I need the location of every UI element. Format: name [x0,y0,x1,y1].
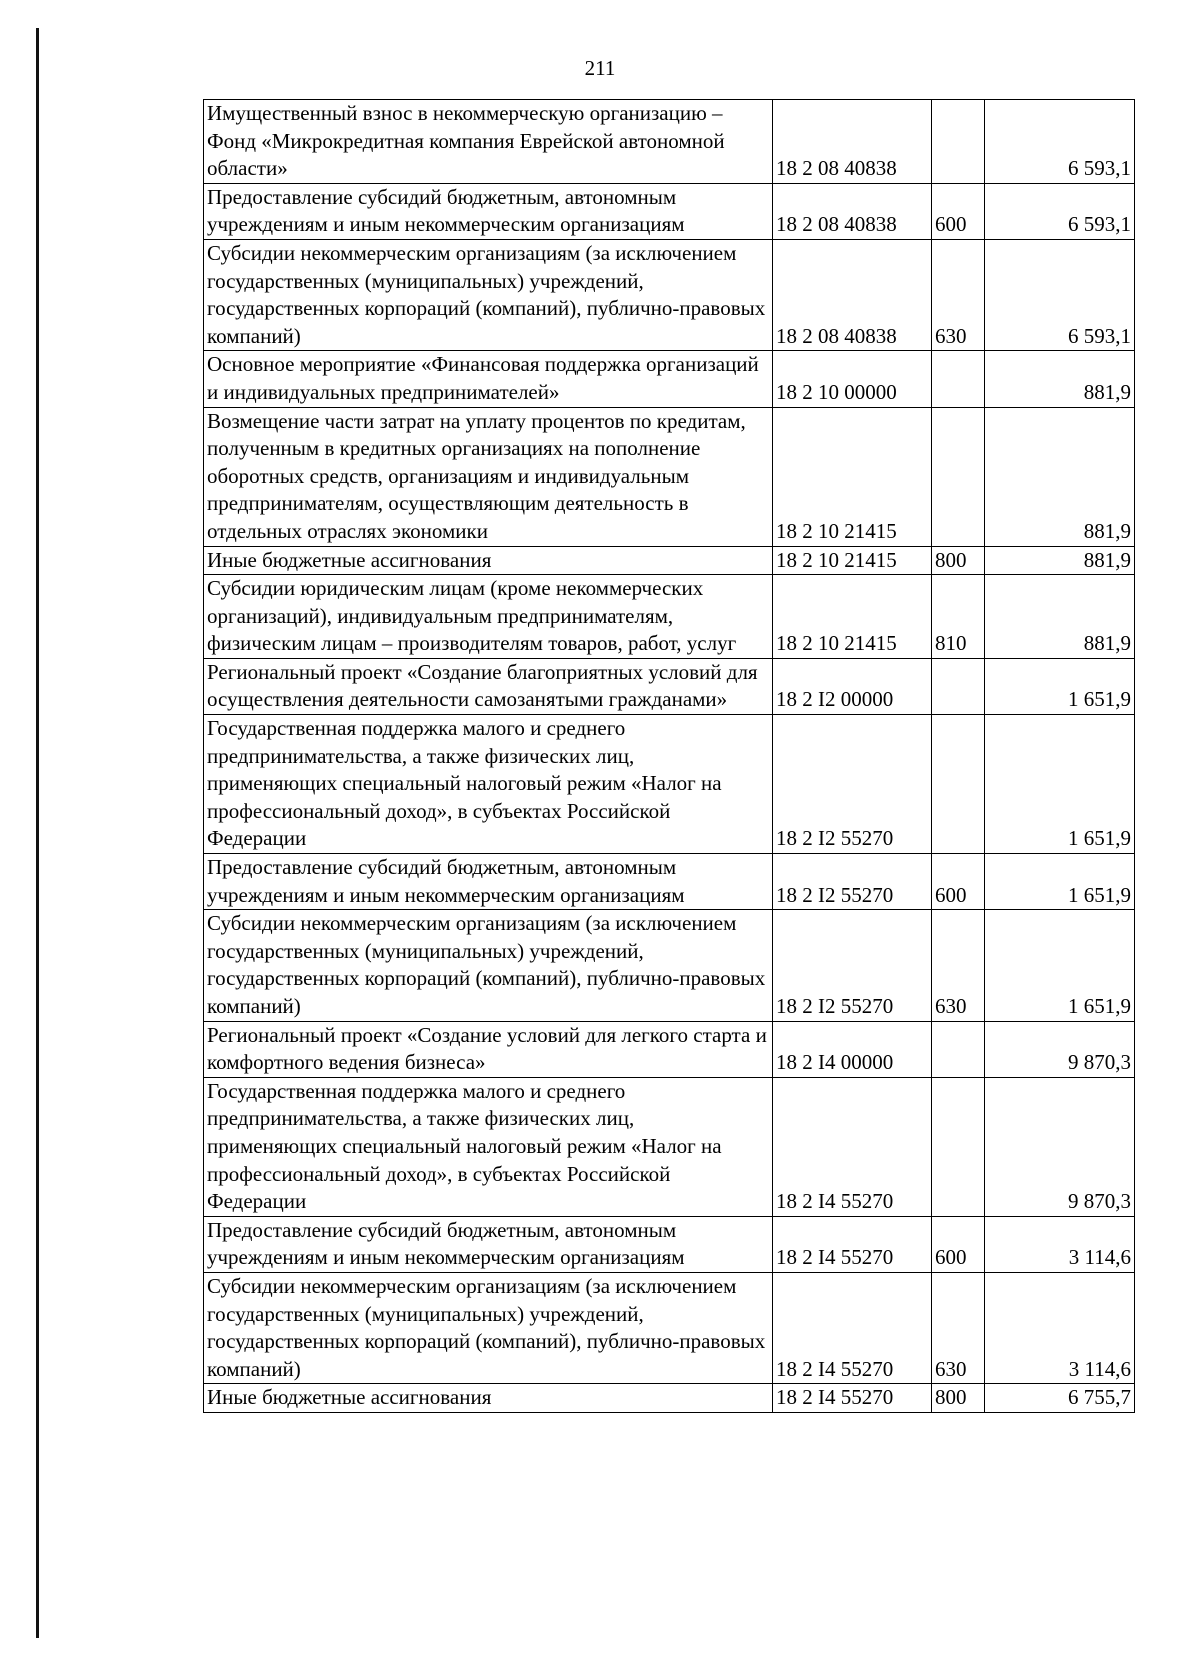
budget-table-body [204,100,1135,1413]
row-target-code: 18 2 I2 55270 [773,854,932,910]
row-description: Субсидии некоммерческим организациям (за исключением государственных (муниципальных) учреждений, государственных корпораций (компаний), публично-правовых компаний) [204,1272,773,1383]
row-expense-type: 600 [932,854,985,910]
row-target-code: 18 2 I4 55270 [773,1272,932,1383]
row-description: Региональный проект «Создание благоприятных условий для осуществления деятельности самозанятыми гражданами» [204,658,773,714]
row-amount: 1 651,9 [985,854,1135,910]
row-amount: 881,9 [985,407,1135,546]
page-number: 211 [584,56,616,80]
table-row [204,1216,1135,1272]
row-amount: 881,9 [985,546,1135,575]
scan-edge-line [36,28,39,1638]
row-description: Региональный проект «Создание условий для легкого старта и комфортного ведения бизнеса» [204,1021,773,1077]
row-expense-type: 800 [932,546,985,575]
row-target-code: 18 2 10 21415 [773,546,932,575]
table-row [204,546,1135,575]
row-expense-type [932,658,985,714]
table-row [204,575,1135,659]
row-expense-type: 600 [932,183,985,239]
row-target-code: 18 2 I4 55270 [773,1216,932,1272]
row-amount: 6 593,1 [985,239,1135,350]
row-amount: 3 114,6 [985,1272,1135,1383]
row-expense-type [932,1021,985,1077]
row-description: Иные бюджетные ассигнования [204,546,773,575]
row-expense-type: 630 [932,239,985,350]
row-description: Основное мероприятие «Финансовая поддержка организаций и индивидуальных предпринимателей» [204,351,773,407]
row-amount: 1 651,9 [985,910,1135,1021]
row-amount: 3 114,6 [985,1216,1135,1272]
table-row [204,658,1135,714]
row-description: Предоставление субсидий бюджетным, автономным учреждениям и иным некоммерческим организациям [204,1216,773,1272]
row-amount: 881,9 [985,351,1135,407]
row-description: Имущественный взнос в некоммерческую организацию – Фонд «Микрокредитная компания Еврейской автономной области» [204,100,773,184]
row-expense-type [932,715,985,854]
table-row [204,351,1135,407]
row-expense-type [932,100,985,184]
table-row [204,239,1135,350]
row-amount: 6 755,7 [985,1384,1135,1413]
row-amount: 9 870,3 [985,1021,1135,1077]
row-amount: 6 593,1 [985,100,1135,184]
table-row [204,715,1135,854]
row-target-code: 18 2 10 00000 [773,351,932,407]
row-description: Субсидии некоммерческим организациям (за исключением государственных (муниципальных) учреждений, государственных корпораций (компаний), публично-правовых компаний) [204,910,773,1021]
row-expense-type [932,407,985,546]
row-target-code: 18 2 10 21415 [773,407,932,546]
table-row [204,100,1135,184]
table-row [204,1384,1135,1413]
row-description: Субсидии юридическим лицам (кроме некоммерческих организаций), индивидуальным предпринимателям, физическим лицам – производителям товаров, работ, услуг [204,575,773,659]
row-expense-type: 800 [932,1384,985,1413]
row-amount: 1 651,9 [985,658,1135,714]
row-expense-type: 600 [932,1216,985,1272]
row-description: Предоставление субсидий бюджетным, автономным учреждениям и иным некоммерческим организациям [204,183,773,239]
row-expense-type: 630 [932,1272,985,1383]
row-target-code: 18 2 08 40838 [773,183,932,239]
row-amount: 1 651,9 [985,715,1135,854]
table-row [204,1021,1135,1077]
row-expense-type: 630 [932,910,985,1021]
row-expense-type: 810 [932,575,985,659]
row-target-code: 18 2 I4 55270 [773,1384,932,1413]
table-row [204,183,1135,239]
row-target-code: 18 2 I4 55270 [773,1077,932,1216]
row-target-code: 18 2 08 40838 [773,100,932,184]
row-description: Государственная поддержка малого и среднего предпринимательства, а также физических лиц, применяющих специальный налоговый режим «Налог на профессиональный доход», в субъектах Российской Федерации [204,1077,773,1216]
table-row [204,407,1135,546]
table-row [204,1272,1135,1383]
row-description: Иные бюджетные ассигнования [204,1384,773,1413]
row-target-code: 18 2 10 21415 [773,575,932,659]
row-target-code: 18 2 I2 55270 [773,910,932,1021]
row-expense-type [932,351,985,407]
row-target-code: 18 2 08 40838 [773,239,932,350]
row-amount: 881,9 [985,575,1135,659]
row-amount: 6 593,1 [985,183,1135,239]
row-target-code: 18 2 I2 00000 [773,658,932,714]
row-amount: 9 870,3 [985,1077,1135,1216]
row-description: Государственная поддержка малого и среднего предпринимательства, а также физических лиц, применяющих специальный налоговый режим «Налог на профессиональный доход», в субъектах Российской Федерации [204,715,773,854]
budget-table [203,99,1135,1413]
row-description: Возмещение части затрат на уплату процентов по кредитам, полученным в кредитных организациях на пополнение оборотных средств, организациям и индивидуальным предпринимателям, осуществляющим деятельность в отдельных отраслях экономики [204,407,773,546]
row-target-code: 18 2 I4 00000 [773,1021,932,1077]
table-row [204,1077,1135,1216]
row-target-code: 18 2 I2 55270 [773,715,932,854]
table-row [204,854,1135,910]
row-description: Субсидии некоммерческим организациям (за исключением государственных (муниципальных) учреждений, государственных корпораций (компаний), публично-правовых компаний) [204,239,773,350]
table-row [204,910,1135,1021]
row-expense-type [932,1077,985,1216]
row-description: Предоставление субсидий бюджетным, автономным учреждениям и иным некоммерческим организациям [204,854,773,910]
